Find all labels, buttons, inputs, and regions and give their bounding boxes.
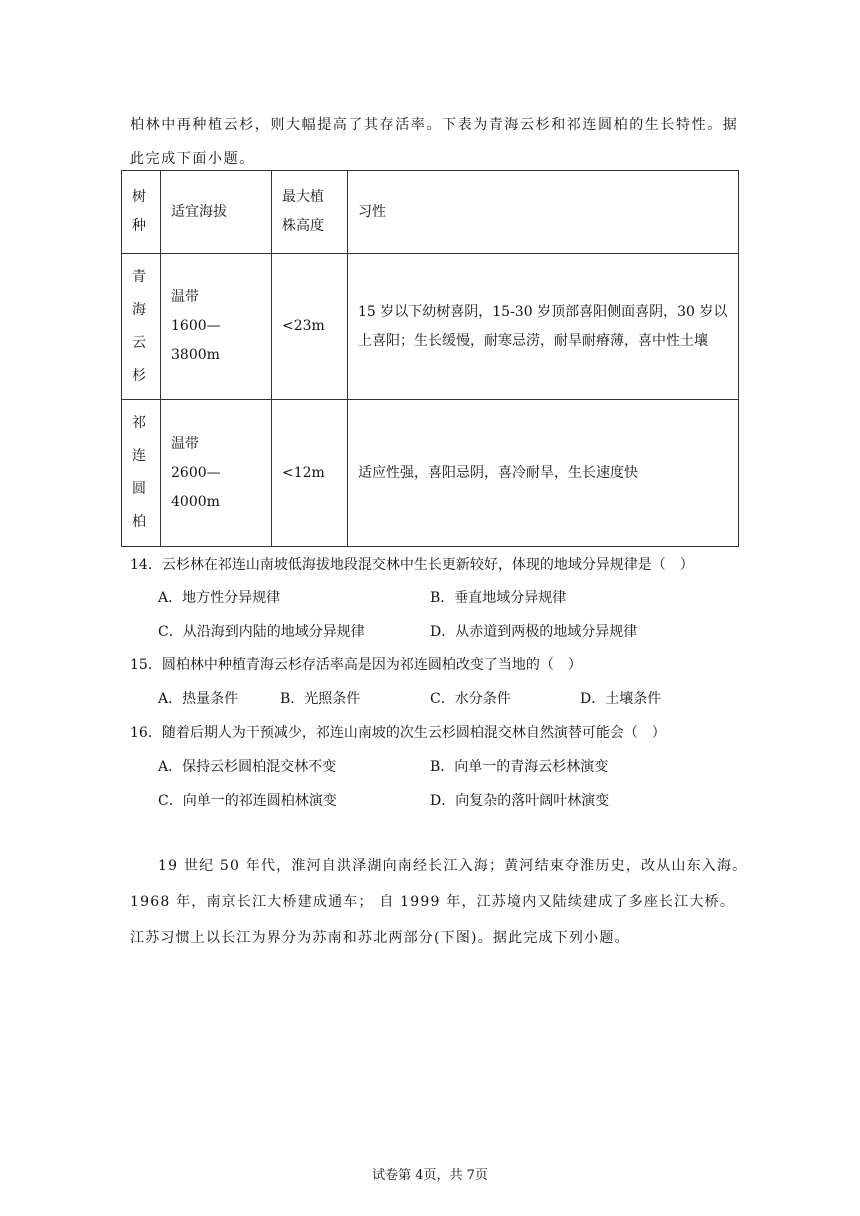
question-16-stem: 16．随着后期人为干预减少，祁连山南坡的次生云杉圆柏混交林自然演替可能会（ ） [130, 725, 666, 741]
question-15-option-d[interactable]: D．土壤条件 [580, 691, 662, 707]
altitude-cell [161, 254, 272, 400]
species-char: 海 [132, 301, 146, 318]
question-16-option-d[interactable]: D．向复杂的落叶阔叶林演变 [430, 793, 610, 809]
header-species: 树种 [122, 171, 161, 254]
altitude-range: 1600—3800m [171, 318, 221, 363]
page-footer: 试卷第 4页，共 7页 [372, 1168, 488, 1183]
height-cell: <12m [272, 400, 348, 547]
question-15-option-a[interactable]: A．热量条件 [158, 691, 239, 707]
height-cell: <23m [272, 254, 348, 400]
header-max-height: 最大植株高度 [272, 171, 348, 254]
altitude-range: 2600—4000m [171, 464, 221, 510]
question-16-option-a[interactable]: A．保持云杉圆柏混交林不变 [158, 759, 337, 775]
species-char: 云 [132, 334, 146, 351]
species-char: 柏 [132, 514, 146, 530]
question-14-option-d[interactable]: D．从赤道到两极的地域分异规律 [430, 624, 638, 640]
species-cell [122, 400, 161, 547]
species-char: 圆 [132, 481, 146, 497]
altitude-zone: 温带 [171, 435, 199, 452]
header-altitude: 适宜海拔 [161, 171, 272, 254]
table-header-row [122, 171, 739, 254]
question-14-option-b[interactable]: B．垂直地域分异规律 [430, 590, 567, 606]
habit-cell: 适应性强，喜阳忌阴，喜冷耐旱，生长速度快 [348, 400, 739, 547]
table-row [122, 400, 739, 547]
species-char: 连 [132, 448, 146, 464]
question-15-stem: 15．圆柏林中种植青海云杉存活率高是因为祁连圆柏改变了当地的（ ） [130, 657, 582, 673]
species-char: 青 [132, 268, 146, 285]
question-16-option-b[interactable]: B．向单一的青海云杉林演变 [430, 759, 609, 775]
header-habit: 习性 [348, 171, 739, 254]
habit-cell: 15 岁以下幼树喜阴，15-30 岁顶部喜阳侧面喜阴，30 岁以上喜阳；生长缓慢，耐寒忌涝，耐旱耐瘠薄，喜中性土壤 [348, 254, 739, 400]
question-14-option-c[interactable]: C．从沿海到内陆的地域分异规律 [158, 624, 365, 640]
intro-text: 柏林中再种植云杉，则大幅提高了其存活率。下表为青海云杉和祁连圆柏的生长特性。据此完成下面小题。 [130, 117, 739, 167]
question-15-option-b[interactable]: B．光照条件 [280, 691, 361, 707]
species-cell [122, 254, 161, 400]
growth-traits-table [121, 170, 739, 547]
species-char: 祁 [132, 415, 146, 431]
altitude-cell [161, 400, 272, 547]
question-14-option-a[interactable]: A．地方性分异规律 [158, 590, 281, 606]
question-16-option-c[interactable]: C．向单一的祁连圆柏林演变 [158, 793, 337, 809]
altitude-zone: 温带 [171, 289, 199, 305]
passage-paragraph: 19 世纪 50 年代，淮河自洪泽湖向南经长江入海；黄河结束夺淮历史，改从山东入海。1968 年，南京长江大桥建成通车； 自 1999 年，江苏境内又陆续建成了多座长江大桥。江苏习惯上以长江为界分为苏南和苏北两部分(下图)。据此完成下列小题。 [130, 858, 748, 946]
question-14-stem: 14．云杉林在祁连山南坡低海拔地段混交林中生长更新较好，体现的地域分异规律是（ ） [130, 557, 694, 573]
question-15-option-c[interactable]: C．水分条件 [430, 691, 511, 707]
species-char: 杉 [132, 367, 146, 384]
table-row [122, 254, 739, 400]
